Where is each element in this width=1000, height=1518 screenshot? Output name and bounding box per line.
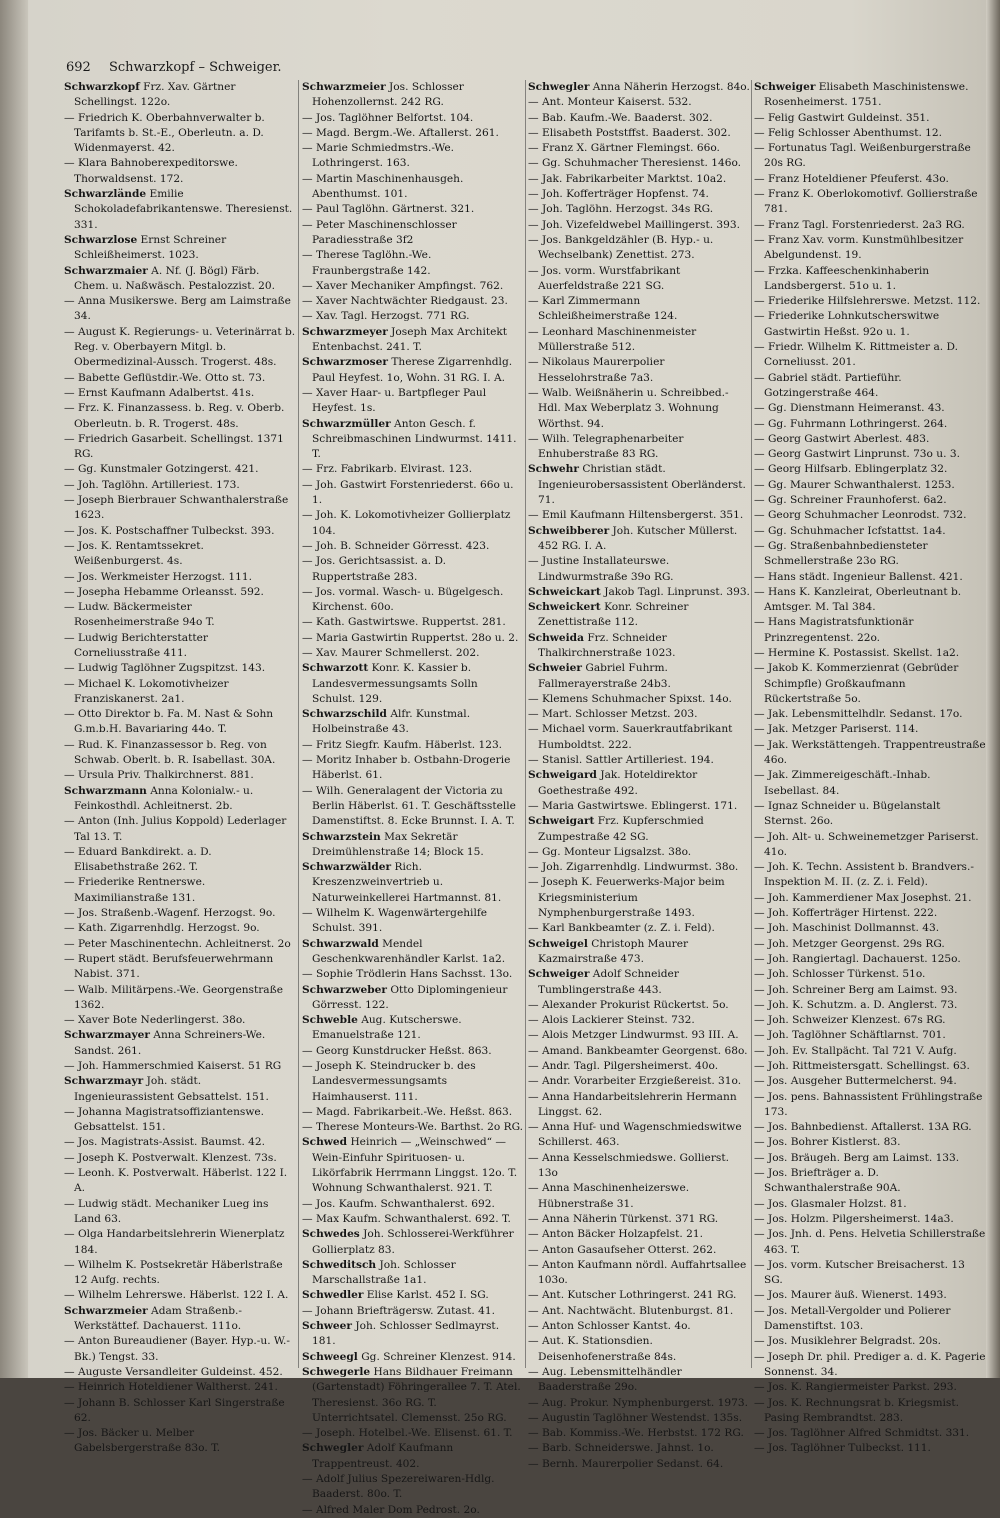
directory-entry: — Gg. Monteur Ligsalzst. 38o. xyxy=(528,845,692,858)
directory-entry: Schweibberer Joh. Kutscher Müllerst. 452 RG. I. A. xyxy=(528,524,738,552)
directory-entry: — Amand. Bankbeamter Georgenst. 68o. xyxy=(528,1044,748,1057)
directory-entry: — Joh. Metzger Georgenst. 29s RG. xyxy=(754,937,945,950)
directory-entry: — Karl Bankbeamter (z. Z. i. Feld). xyxy=(528,922,715,935)
directory-entry: — Joh. Gastwirt Forstenriederst. 66o u. 1. xyxy=(302,478,514,507)
directory-entry: — Jos. Holzm. Pilgersheimerst. 14a3. xyxy=(754,1212,954,1225)
directory-entry: — Leonh. K. Postverwalt. Häberlst. 122 I. A. xyxy=(64,1167,288,1195)
directory-entry: — Franz Tagl. Forstenriederst. 2a3 RG. xyxy=(754,218,965,231)
directory-entry: — Jos. vorm. Kutscher Breisacherst. 13 SG. xyxy=(754,1258,965,1287)
directory-entry: — Kath. Gastwirtswe. Ruppertst. 281. xyxy=(302,616,506,629)
entry-surname: Schwarzwälder xyxy=(302,861,392,874)
directory-entry: Schwarzmayer Anna Schreiners-We. Sandst. 261. xyxy=(64,1029,266,1057)
directory-entry: — Ant. Monteur Kaiserst. 532. xyxy=(528,96,692,109)
directory-entry: — Franz Xav. vorm. Kunstmühlbesitzer Abelgundenst. 19. xyxy=(754,233,964,262)
entry-surname: Schwarzkopf xyxy=(64,81,140,93)
directory-entry: — Maria Gastwirtswe. Eblingerst. 171. xyxy=(528,799,738,812)
directory-entry: — Bab. Kaufm.-We. Baaderst. 302. xyxy=(528,111,713,124)
directory-entry: — Peter Maschinenschlosser Paradiesstraße 3f2 xyxy=(302,218,457,246)
entry-surname: Schwarzlose xyxy=(64,233,138,246)
directory-entry: — Ursula Priv. Thalkirchnerst. 881. xyxy=(64,769,254,782)
directory-entry: — Moritz Inhaber b. Ostbahn-Drogerie Häberlst. 61. xyxy=(302,754,511,782)
directory-entry: — Jos. Kaufm. Schwanthalerst. 692. xyxy=(302,1197,495,1210)
directory-entry: — Joh. Rittmeistersgatt. Schellingst. 63. xyxy=(754,1060,970,1072)
directory-entry: Schweegl Gg. Schreiner Klenzest. 914. xyxy=(302,1350,516,1363)
directory-entry: — Georg Hilfsarb. Eblingerplatz 32. xyxy=(754,463,948,476)
directory-entry: — Auguste Versandleiter Guldeinst. 452. xyxy=(64,1365,283,1378)
directory-entry: — Jak. Lebensmittelhdlr. Sedanst. 17o. xyxy=(754,708,963,721)
entry-surname: Schweble xyxy=(302,1014,358,1027)
directory-entry: — Jos. Bäcker u. Melber Gabelsbergerstraße 83o. T. xyxy=(64,1427,220,1455)
directory-entry: — Hans Magistratsfunktionär Prinzregentenst. 22o. xyxy=(754,616,914,644)
directory-entry: — Xaver Nachtwächter Riedgaust. 23. xyxy=(302,295,508,308)
running-title: Schwarzkopf – Schweiger. xyxy=(108,60,282,75)
directory-entry: — Joseph Dr. phil. Prediger a. d. K. Pagerie Sonnenst. 34. xyxy=(754,1350,986,1378)
directory-entry: — Anna Kesselschmiedswe. Gollierst. 13o xyxy=(528,1151,729,1180)
directory-entry: — Joh. Hammerschmied Kaiserst. 51 RG xyxy=(64,1060,282,1072)
entry-surname: Schwedler xyxy=(302,1289,364,1302)
directory-entry: — Jos. K. Rangiermeister Parkst. 293. xyxy=(754,1381,957,1394)
directory-entry: — Marie Schmiedmstrs.-We. Lothringerst. 163. xyxy=(302,142,454,170)
entry-surname: Schweickart xyxy=(528,585,601,598)
directory-entry: — Ludw. Bäckermeister Rosenheimerstraße 94o T. xyxy=(64,601,215,629)
directory-entry: — Michael vorm. Sauerkrautfabrikant Humboldtst. 222. xyxy=(528,723,733,751)
directory-entry: — Joseph K. Steindrucker b. des Landesvermessungsamts Haimhauserst. 111. xyxy=(302,1060,476,1103)
directory-entry: — Jos. Bankgeldzähler (B. Hyp.- u. Wechselbank) Zenettist. 273. xyxy=(528,233,714,262)
entry-surname: Schwegler xyxy=(302,1442,364,1455)
directory-entry: — August K. Regierungs- u. Veterinärrat b. Reg. v. Oberbayern Mitgl. b. Obermedizinal-Aussch. Trogerst. 48s. xyxy=(64,325,296,369)
directory-entry: — Joh. Vizefeldwebel Maillingerst. 393. xyxy=(528,218,741,231)
entry-surname: Schwarzlände xyxy=(64,188,147,201)
directory-entry: Schweigel Christoph Maurer Kazmairstraße 473. xyxy=(528,937,689,965)
directory-entry: — Alfred Maler Dom Pedrost. 2o. xyxy=(302,1503,480,1516)
entry-surname: Schwegler xyxy=(528,81,590,93)
directory-entry: — Jos. Metall-Vergolder und Polierer Damenstiftst. 103. xyxy=(754,1304,951,1333)
directory-entry: — Friedrich Gasarbeit. Schellingst. 1371 RG. xyxy=(64,432,284,461)
entry-surname: Schweiger xyxy=(754,81,816,93)
entry-surname: Schweier xyxy=(528,662,583,675)
directory-entry: — Xaver Haar- u. Bartpfleger Paul Heyfest. 1s. xyxy=(302,386,487,415)
directory-entry: Schwegerle Hans Bildhauer Freimann (Gartenstadt) Föhringerallee 7. T. Atel. Theresienst. 36o RG. T. Unterrichtsatel. Clemensst. 25o RG. xyxy=(302,1365,521,1424)
directory-entry: Schwarzweber Otto Diplomingenieur Görresst. 122. xyxy=(302,983,508,1011)
directory-entry: — Jos. vorm. Wurstfabrikant Auerfeldstraße 221 SG. xyxy=(528,264,681,292)
directory-entry: Schwarzmüller Anton Gesch. f. Schreibmaschinen Lindwurmst. 1411. T. xyxy=(302,417,517,461)
directory-entry: Schwarzmoser Therese Zigarrenhdlg. Paul Heyfest. 1o, Wohn. 31 RG. I. A. xyxy=(302,356,513,384)
directory-entry: — Anna Huf- und Wagenschmiedswitwe Schillerst. 463. xyxy=(528,1121,742,1149)
directory-entry: Schwarzmeier Jos. Schlosser Hohenzollernst. 242 RG. xyxy=(302,81,464,109)
directory-entry: — Barb. Schneiderswe. Jahnst. 1o. xyxy=(528,1442,714,1455)
directory-entry: — Georg Gastwirt Aberlest. 483. xyxy=(754,432,930,445)
directory-entry: — Olga Handarbeitslehrerin Wienerplatz 184. xyxy=(64,1228,285,1256)
directory-entry: — Anton Bäcker Holzapfelst. 21. xyxy=(528,1228,703,1241)
directory-entry: — Joseph. Hotelbel.-We. Elisenst. 61. T. xyxy=(302,1427,513,1440)
directory-entry: Schweickert Konr. Schreiner Zenettistraße 112. xyxy=(528,601,689,629)
directory-entry: — Joh. Maschinist Dollmannst. 43. xyxy=(754,922,940,935)
directory-entry: — Johanna Magistratsoffiziantenswe. Gebsattelst. 151. xyxy=(64,1105,265,1134)
directory-entry: — Paul Taglöhn. Gärtnerst. 321. xyxy=(302,203,475,216)
directory-entry: Schwedes Joh. Schlosserei-Werkführer Gollierplatz 83. xyxy=(302,1228,514,1256)
column-1 xyxy=(64,80,296,1455)
directory-entry: — Anton Kaufmann nördl. Auffahrtsallee 103o. xyxy=(528,1258,747,1287)
directory-entry: — Kath. Zigarrenhdlg. Herzogst. 9o. xyxy=(64,922,260,935)
directory-entry: — Jos. K. Rentamtssekret. Weißenburgerst. 4s. xyxy=(64,539,204,568)
directory-entry: Schweier Gabriel Fuhrm. Fallmerayerstraße 24b3. xyxy=(528,662,671,690)
directory-entry: — Jakob K. Kommerzienrat (Gebrüder Schimpfle) Großkaufmann Rückertstraße 5o. xyxy=(754,662,959,705)
directory-entry: — Jos. K. Rechnungsrat b. Kriegsmist. Pasing Rembrandtst. 283. xyxy=(754,1396,959,1424)
directory-entry: Schweditsch Joh. Schlosser Marschallstraße 1a1. xyxy=(302,1258,456,1287)
directory-entry: — Jos. Straßenb.-Wagenf. Herzogst. 9o. xyxy=(64,907,276,920)
directory-entry: — Anna Handarbeitslehrerin Hermann Linggst. 62. xyxy=(528,1090,737,1118)
directory-entry: — Anna Maschinenheizerswe. Hübnerstraße 31. xyxy=(528,1182,690,1210)
directory-entry: Schweer Joh. Schlosser Sedlmayrst. 181. xyxy=(302,1320,500,1348)
directory-entry: — Ludwig Berichterstatter Corneliusstraße 411. xyxy=(64,631,208,659)
directory-entry: — Mart. Schlosser Metzst. 203. xyxy=(528,708,698,721)
entry-surname: Schwarzmoser xyxy=(302,356,388,369)
directory-entry: Schwarzschild Alfr. Kunstmal. Holbeinstraße 43. xyxy=(302,708,471,736)
directory-entry: — Ant. Kutscher Lothringerst. 241 RG. xyxy=(528,1289,737,1302)
entry-surname: Schweegl xyxy=(302,1350,358,1363)
column-4 xyxy=(754,80,986,1455)
directory-entry: Schwed Heinrich — „Weinschwed“ — Wein-Einfuhr Spirituosen- u. Likörfabrik Herrmann Linggst. 12o. T. Wohnung Schwanthalerst. 921. T. xyxy=(302,1136,518,1195)
directory-entry: — Gg. Schreiner Fraunhoferst. 6a2. xyxy=(754,494,947,507)
directory-entry: — Peter Maschinentechn. Achleitnerst. 2o xyxy=(64,937,291,950)
directory-entry: Schwarzott Konr. K. Kassier b. Landesvermessungsamts Solln Schulst. 129. xyxy=(302,662,478,705)
directory-entry: — Felig Schlosser Abenthumst. 12. xyxy=(754,126,943,139)
directory-entry: — Wilh. Generalagent der Victoria zu Berlin Häberlst. 61. T. Geschäftsstelle Damenstiftst. 8. Ecke Brunnst. I. A. T. xyxy=(302,784,516,828)
directory-entry: — Anna Näherin Türkenst. 371 RG. xyxy=(528,1212,719,1225)
directory-entry: — Joh. Alt- u. Schweinemetzger Pariserst. 41o. xyxy=(754,830,979,858)
entry-surname: Schwegerle xyxy=(302,1365,371,1378)
directory-entry: — Jak. Zimmereigeschäft.-Inhab. Isebellast. 84. xyxy=(754,769,931,797)
directory-entry: Schwarzmeyer Joseph Max Architekt Entenbachst. 241. T. xyxy=(302,325,508,354)
directory-entry: — Justine Installateurswe. Lindwurmstraße 39o RG. xyxy=(528,555,674,583)
directory-entry: — Jos. K. Postschaffner Tulbeckst. 393. xyxy=(64,524,275,537)
directory-entry: — Aug. Lebensmittelhändler Baaderstraße 29o. xyxy=(528,1365,682,1394)
directory-entry: — Jos. Taglöhner Belfortst. 104. xyxy=(302,111,474,124)
directory-entry: — Rupert städt. Berufsfeuerwehrmann Nabist. 371. xyxy=(64,952,274,981)
directory-entry: — Wilhelm K. Wagenwärtergehilfe Schulst. 391. xyxy=(302,907,488,935)
entry-surname: Schwarzmeier xyxy=(302,81,386,93)
directory-entry: — Therese Monteurs-We. Barthst. 2o RG. xyxy=(302,1121,524,1134)
directory-entry: Schweiger Elisabeth Maschinistenswe. Rosenheimerst. 1751. xyxy=(754,81,969,109)
entry-surname: Schwarzwald xyxy=(302,937,379,950)
directory-entry: — Joh. Zigarrenhdlg. Lindwurmst. 38o. xyxy=(528,861,739,874)
directory-entry: — Magd. Bergm.-We. Aftallerst. 261. xyxy=(302,126,499,139)
directory-entry: — Anna Musikerswe. Berg am Laimstraße 34. xyxy=(64,295,291,323)
directory-entry: — Friederike Lohnkutscherswitwe Gastwirtin Heßst. 92o u. 1. xyxy=(754,310,940,338)
directory-entry: — Jos. Taglöhner Tulbeckst. 111. xyxy=(754,1442,931,1455)
directory-entry: — Jos. Magistrats-Assist. Baumst. 42. xyxy=(64,1136,266,1149)
directory-entry: — Jos. Bräugeh. Berg am Laimst. 133. xyxy=(754,1151,960,1164)
directory-entry: — Fortunatus Tagl. Weißenburgerstraße 20s RG. xyxy=(754,142,971,170)
directory-entry: — Joh. Schweizer Klenzest. 67s RG. xyxy=(754,1014,946,1027)
directory-entry: — Joh. K. Lokomotivheizer Gollierplatz 104. xyxy=(302,509,511,537)
directory-entry: — Jos. vormal. Wasch- u. Bügelgesch. Kirchenst. 60o. xyxy=(302,585,504,614)
directory-entry: — Joh. Schreiner Berg am Laimst. 93. xyxy=(754,983,958,996)
directory-entry: Schweida Frz. Schneider Thalkirchnerstraße 1023. xyxy=(528,631,676,659)
directory-entry: — Jos. Glasmaler Holzst. 81. xyxy=(754,1197,907,1210)
directory-entry: — Xaver Mechaniker Ampfingst. 762. xyxy=(302,279,504,292)
directory-entry: — Walb. Militärpens.-We. Georgenstraße 1362. xyxy=(64,983,283,1011)
directory-entry: — Gg. Maurer Schwanthalerst. 1253. xyxy=(754,478,955,491)
directory-entry: — Jos. Gerichtsassist. a. D. Ruppertstraße 283. xyxy=(302,555,446,583)
directory-entry: — Xaver Bote Nederlingerst. 38o. xyxy=(64,1014,246,1027)
directory-entry: Schwarzlose Ernst Schreiner Schleißheimerst. 1023. xyxy=(64,233,227,262)
directory-entry: — Frzka. Kaffeeschenkinhaberin Landsbergerst. 51o u. 1. xyxy=(754,264,930,292)
directory-entry: — Max Kaufm. Schwanthalerst. 692. T. xyxy=(302,1212,511,1225)
entry-surname: Schwarzmayr xyxy=(64,1075,144,1088)
directory-entry: — Jos. Musiklehrer Belgradst. 20s. xyxy=(754,1335,942,1348)
directory-entry: — Heinrich Hoteldiener Waltherst. 241. xyxy=(64,1381,278,1394)
directory-entry: Schweble Aug. Kutscherswe. Emanuelstraße 121. xyxy=(302,1014,462,1042)
entry-surname: Schwehr xyxy=(528,463,579,476)
directory-entry: — Klara Bahnoberexpeditorswe. Thorwaldsenst. 172. xyxy=(64,157,238,185)
directory-entry: — Josepha Hebamme Orleansst. 592. xyxy=(64,585,264,598)
column-divider xyxy=(751,80,752,1368)
entry-surname: Schwarzweber xyxy=(302,983,387,996)
directory-entry: — Johann B. Schlosser Karl Singerstraße 62. xyxy=(64,1396,285,1424)
directory-entry: — Joh. Rangiertagl. Dachauerst. 125o. xyxy=(754,952,961,965)
directory-entry: Schweickart Jakob Tagl. Linprunst. 393. xyxy=(528,585,750,598)
column-2 xyxy=(302,80,524,1516)
directory-entry: — Andr. Vorarbeiter Erzgießereist. 31o. xyxy=(528,1075,742,1088)
directory-entry: Schwehr Christian städt. Ingenieurobersassistent Oberländerst. 71. xyxy=(528,463,746,507)
directory-entry: — Ignaz Schneider u. Bügelanstalt Sternst. 26o. xyxy=(754,799,941,828)
directory-entry: — Michael K. Lokomotivheizer Franziskanerst. 2a1. xyxy=(64,677,229,705)
directory-entry: — Jos. Bohrer Kistlerst. 83. xyxy=(754,1136,901,1149)
directory-entry: — Joh. Ev. Stallpächt. Tal 721 V. Aufg. xyxy=(754,1044,957,1057)
directory-entry: — Therese Taglöhn.-We. Fraunbergstraße 142. xyxy=(302,249,432,277)
directory-entry: Schwarzmaier A. Nf. (J. Bögl) Färb. Chem. u. Naßwäsch. Pestalozzist. 20. xyxy=(64,264,276,292)
directory-entry: — Joh. K. Schutzm. a. D. Anglerst. 73. xyxy=(754,998,958,1011)
directory-entry: — Leonhard Maschinenmeister Müllerstraße 512. xyxy=(528,325,697,354)
directory-entry: — Joh. Taglöhner Schäftlarnst. 701. xyxy=(754,1029,946,1042)
page-edge-shadow xyxy=(986,0,1000,1378)
directory-entry: — Jos. Taglöhner Alfred Schmidtst. 331. xyxy=(754,1427,970,1440)
column-3 xyxy=(528,80,750,1470)
column-divider xyxy=(298,80,299,1368)
directory-entry: — Sophie Trödlerin Hans Sachsst. 13o. xyxy=(302,968,513,981)
directory-entry: — Jos. Bahnbedienst. Aftallerst. 13A RG. xyxy=(754,1121,972,1134)
entry-surname: Schwarzmaier xyxy=(64,264,148,277)
directory-entry: — Klemens Schuhmacher Spixst. 14o. xyxy=(528,692,732,705)
directory-entry: — Anton Bureaudiener (Bayer. Hyp.-u. W.-Bk.) Tengst. 33. xyxy=(64,1335,290,1363)
directory-entry: — Anton Gasaufseher Otterst. 262. xyxy=(528,1243,717,1256)
entry-surname: Schweigel xyxy=(528,937,588,950)
directory-entry: — Joh. Kammerdiener Max Josephst. 21. xyxy=(754,891,972,904)
directory-entry: — Jak. Fabrikarbeiter Marktst. 10a2. xyxy=(528,172,727,185)
entry-surname: Schwarzmeier xyxy=(64,1304,148,1317)
directory-entry: — Fritz Siegfr. Kaufm. Häberlst. 123. xyxy=(302,738,503,751)
directory-entry: — Otto Direktor b. Fa. M. Nast & Sohn G.m.b.H. Bavariaring 44o. T. xyxy=(64,708,274,736)
directory-entry: — Maria Gastwirtin Ruppertst. 28o u. 2. xyxy=(302,631,519,644)
directory-entry: — Jos. pens. Bahnassistent Frühlingstraße 173. xyxy=(754,1090,983,1118)
directory-entry: — Georg Gastwirt Linprunst. 73o u. 3. xyxy=(754,448,960,461)
entry-surname: Schweickert xyxy=(528,601,601,614)
directory-entry: — Gg. Schuhmacher Icfstattst. 1a4. xyxy=(754,524,946,537)
directory-entry: Schwarzwald Mendel Geschenkwarenhändler Karlst. 1a2. xyxy=(302,937,506,965)
directory-entry: — Walb. Weißnäherin u. Schreibbed.-Hdl. Max Weberplatz 3. Wohnung Wörthst. 94. xyxy=(528,386,729,430)
directory-entry: — Joh. K. Techn. Assistent b. Brandvers.-Inspektion M. II. (z. Z. i. Feld). xyxy=(754,861,974,889)
directory-entry: — Jak. Werkstättengeh. Trappentreustraße 46o. xyxy=(754,738,986,767)
directory-entry: — Joh. Taglöhn. Artilleriest. 173. xyxy=(64,478,240,491)
directory-entry: — Friederike Rentnerswe. Maximilianstraße 131. xyxy=(64,876,206,904)
directory-entry: — Nikolaus Maurerpolier Hesselohrstraße 7a3. xyxy=(528,356,665,384)
directory-entry: Schweiger Adolf Schneider Tumblingerstraße 443. xyxy=(528,968,679,996)
directory-entry: — Franz K. Oberlokomotivf. Gollierstraße 781. xyxy=(754,188,978,216)
directory-entry: — Wilh. Telegraphenarbeiter Enhuberstraße 83 RG. xyxy=(528,432,684,461)
directory-entry: — Joh. Kofferträger Hopfenst. 74. xyxy=(528,188,709,201)
directory-entry: — Elisabeth Poststffst. Baaderst. 302. xyxy=(528,126,731,139)
directory-entry: — Emil Kaufmann Hiltensbergerst. 351. xyxy=(528,509,744,522)
entry-surname: Schweigard xyxy=(528,769,597,782)
entry-surname: Schwedes xyxy=(302,1228,360,1241)
directory-entry: — Magd. Fabrikarbeit.-We. Heßst. 863. xyxy=(302,1105,513,1118)
directory-entry: — Ludwig städt. Mechaniker Lueg ins Land 63. xyxy=(64,1197,269,1225)
directory-entry: Schwarzwälder Rich. Kreszenzweinvertrieb u. Naturweinkellerei Hartmannst. 81. xyxy=(302,861,502,904)
directory-entry: — Adolf Julius Spezereiwaren-Hdlg. Baaderst. 80o. T. xyxy=(302,1473,495,1501)
directory-entry: — Gg. Dienstmann Heimeranst. 43. xyxy=(754,402,945,415)
directory-entry: — Bab. Kommiss.-We. Herbstst. 172 RG. xyxy=(528,1427,744,1440)
directory-entry: — Rud. K. Finanzassessor b. Reg. von Schwab. Oberlt. b. R. Isabellast. 30A. xyxy=(64,738,276,767)
page-gutter-shadow xyxy=(0,0,28,1378)
directory-entry: Schweigard Jak. Hoteldirektor Goethestraße 492. xyxy=(528,769,698,797)
entry-surname: Schwarzstein xyxy=(302,830,381,843)
directory-entry: — Alois Lackierer Steinst. 732. xyxy=(528,1014,695,1027)
entry-surname: Schwarzott xyxy=(302,662,369,675)
column-divider xyxy=(525,80,526,1368)
entry-surname: Schwarzmeyer xyxy=(302,325,388,338)
directory-entry: — Andr. Tagl. Pilgersheimerst. 40o. xyxy=(528,1060,719,1072)
entry-surname: Schwed xyxy=(302,1136,348,1149)
directory-entry: — Ernst Kaufmann Adalbertst. 41s. xyxy=(64,386,255,399)
directory-entry: — Martin Maschinenhausgeh. Abenthumst. 101. xyxy=(302,172,464,201)
entry-surname: Schweiger xyxy=(528,968,590,981)
directory-entry: — Jos. Werkmeister Herzogst. 111. xyxy=(64,570,252,583)
directory-entry: — Gg. Schuhmacher Theresienst. 146o. xyxy=(528,157,742,170)
directory-entry: — Karl Zimmermann Schleißheimerstraße 124. xyxy=(528,295,678,323)
directory-entry: — Hermine K. Postassist. Skellst. 1a2. xyxy=(754,646,960,659)
entry-surname: Schwarzmayer xyxy=(64,1029,150,1042)
directory-entry: — Jak. Metzger Pariserst. 114. xyxy=(754,723,919,736)
directory-entry: Schwegler Adolf Kaufmann Trappentreust. 402. xyxy=(302,1442,454,1470)
directory-entry: — Gg. Kunstmaler Gotzingerst. 421. xyxy=(64,463,259,476)
directory-entry: — Wilhelm Lehrerswe. Häberlst. 122 I. A. xyxy=(64,1289,289,1302)
directory-entry: — Babette Geflüstdir.-We. Otto st. 73. xyxy=(64,371,266,384)
directory-entry: Schweigart Frz. Kupferschmied Zumpestraße 42 SG. xyxy=(528,815,704,843)
directory-entry: — Felig Gastwirt Guldeinst. 351. xyxy=(754,111,930,124)
directory-entry: — Joh. B. Schneider Görresst. 423. xyxy=(302,539,490,552)
directory-entry: — Frz. K. Finanzassess. b. Reg. v. Oberb. Oberleutn. b. R. Trogerst. 48s. xyxy=(64,402,285,430)
directory-entry: — Eduard Bankdirekt. a. D. Elisabethstraße 262. T. xyxy=(64,845,212,874)
directory-entry: — Jos. Maurer äuß. Wienerst. 1493. xyxy=(754,1289,947,1302)
directory-entry: — Hans städt. Ingenieur Ballenst. 421. xyxy=(754,570,963,583)
directory-entry: — Friedrich K. Oberbahnverwalter b. Tarifamts b. St.-E., Oberleutn. a. D. Widenmayerst. 42. xyxy=(64,111,265,155)
directory-entry: — Aug. Prokur. Nymphenburgerst. 1973. xyxy=(528,1396,748,1409)
entry-surname: Schweer xyxy=(302,1320,352,1333)
directory-entry: — Georg Schuhmacher Leonrodst. 732. xyxy=(754,509,967,522)
entry-surname: Schwarzmüller xyxy=(302,417,391,430)
directory-entry: — Georg Kunstdrucker Heßst. 863. xyxy=(302,1044,492,1057)
directory-entry: — Jos. Briefträger a. D. Schwanthalerstraße 90A. xyxy=(754,1167,901,1195)
directory-entry: Schwarzkopf Frz. Xav. Gärtner Schellingst. 122o. xyxy=(64,81,236,109)
directory-entry: — Wilhelm K. Postsekretär Häberlstraße 12 Aufg. rechts. xyxy=(64,1258,283,1287)
directory-entry: — Jos. Jnh. d. Pens. Helvetia Schillerstraße 463. T. xyxy=(754,1228,986,1256)
directory-entry: — Frz. Fabrikarb. Elvirast. 123. xyxy=(302,463,473,476)
directory-entry: — Joh. Taglöhn. Herzogst. 34s RG. xyxy=(528,203,714,216)
directory-entry: — Joh. Kofferträger Hirtenst. 222. xyxy=(754,907,938,920)
directory-entry: — Johann Briefträgersw. Zutast. 41. xyxy=(302,1304,495,1317)
directory-entry: — Bernh. Maurerpolier Sedanst. 64. xyxy=(528,1457,724,1470)
directory-entry: Schwedler Elise Karlst. 452 I. SG. xyxy=(302,1289,489,1302)
directory-entry: Schwarzlände Emilie Schokoladefabrikantenswe. Theresienst. 331. xyxy=(64,188,293,231)
directory-entry: — Alois Metzger Lindwurmst. 93 III. A. xyxy=(528,1029,739,1042)
directory-entry: — Anton Schlosser Kantst. 4o. xyxy=(528,1320,691,1333)
directory-entry: Schwarzstein Max Sekretär Dreimühlenstraße 14; Block 15. xyxy=(302,830,484,858)
directory-entry: Schwarzmann Anna Kolonialw.- u. Feinkosthdl. Achleitnerst. 2b. xyxy=(64,784,254,812)
directory-entry: Schwarzmayr Joh. städt. Ingenieurassistent Gebsattelst. 151. xyxy=(64,1075,269,1103)
directory-entry: — Joh. Schlosser Türkenst. 51o. xyxy=(754,968,926,981)
directory-entry: — Joseph K. Postverwalt. Klenzest. 73s. xyxy=(64,1151,277,1164)
directory-entry: — Friederike Hilfslehrerswe. Metzst. 112. xyxy=(754,295,981,308)
directory-entry: — Jos. Ausgeher Buttermelcherst. 94. xyxy=(754,1075,957,1088)
entry-surname: Schwarzschild xyxy=(302,708,387,721)
directory-entry: — Franz X. Gärtner Flemingst. 66o. xyxy=(528,142,720,155)
directory-entry: — Franz Hoteldiener Pfeuferst. 43o. xyxy=(754,172,949,185)
entry-surname: Schweida xyxy=(528,631,584,644)
directory-entry: — Gg. Straßenbahnbediensteter Schmellerstraße 23o RG. xyxy=(754,539,928,568)
directory-entry: — Xav. Maurer Schmellerst. 202. xyxy=(302,646,480,659)
entry-surname: Schweigart xyxy=(528,815,595,828)
directory-entry: — Gabriel städt. Partieführ. Gotzingerstraße 464. xyxy=(754,371,902,399)
directory-entry: — Ludwig Taglöhner Zugspitzst. 143. xyxy=(64,662,266,675)
directory-entry: — Alexander Prokurist Rückertst. 5o. xyxy=(528,998,729,1011)
directory-entry: — Aut. K. Stationsdien. Deisenhofenerstraße 84s. xyxy=(528,1335,677,1363)
directory-entry: — Anton (Inh. Julius Koppold) Lederlager Tal 13. T. xyxy=(64,815,287,843)
running-header xyxy=(66,60,282,78)
directory-entry: — Joseph Bierbrauer Schwanthalerstraße 1623. xyxy=(64,494,289,522)
entry-surname: Schweibberer xyxy=(528,524,610,537)
directory-entry: Schwarzmeier Adam Straßenb.-Werkstättef. Dachauerst. 111o. xyxy=(64,1304,243,1333)
directory-entry: — Xav. Tagl. Herzogst. 771 RG. xyxy=(302,310,470,323)
entry-surname: Schwarzmann xyxy=(64,784,147,797)
directory-entry: — Augustin Taglöhner Westendst. 135s. xyxy=(528,1411,743,1424)
directory-entry: — Ant. Nachtwächt. Blutenburgst. 81. xyxy=(528,1304,734,1317)
page-number: 692 xyxy=(66,60,91,75)
directory-entry: — Hans K. Kanzleirat, Oberleutnant b. Amtsger. M. Tal 384. xyxy=(754,585,962,614)
directory-entry: Schwegler Anna Näherin Herzogst. 84o. xyxy=(528,81,750,93)
directory-entry: — Stanisl. Sattler Artilleriest. 194. xyxy=(528,754,714,767)
directory-entry: — Gg. Fuhrmann Lothringerst. 264. xyxy=(754,417,948,430)
directory-entry: — Joseph K. Feuerwerks-Major beim Kriegsministerium Nymphenburgerstraße 1493. xyxy=(528,876,725,920)
directory-entry: — Friedr. Wilhelm K. Rittmeister a. D. Corneliusst. 201. xyxy=(754,341,958,369)
entry-surname: Schweditsch xyxy=(302,1258,377,1271)
